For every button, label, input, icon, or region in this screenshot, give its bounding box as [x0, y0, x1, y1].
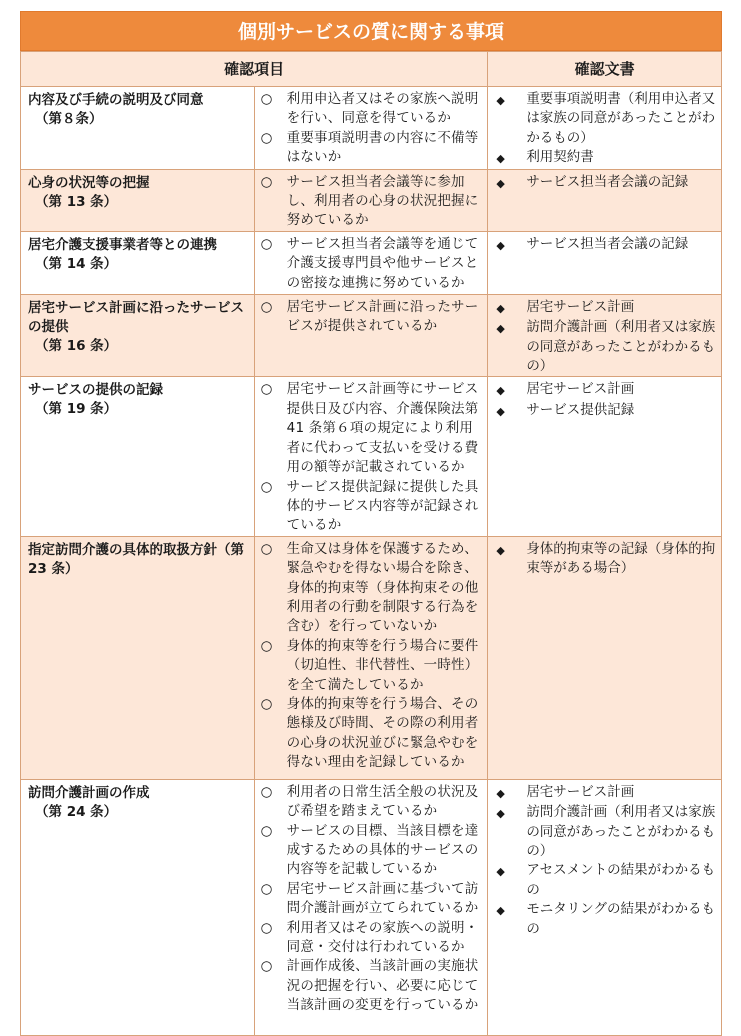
check-item — [261, 235, 484, 293]
diamond-bullet-icon: ◆ — [496, 543, 505, 557]
document-text: モニタリングの結果がわかるもの — [526, 901, 716, 937]
row-label-cell — [21, 87, 255, 170]
document-text: サービス担当者会議の記録 — [526, 235, 689, 252]
check-item-text: 利用者又はその家族への説明・同意・交付は行われているか — [286, 919, 479, 955]
circle-bullet-icon: ○ — [260, 235, 273, 252]
checklist-body — [21, 87, 722, 1036]
check-items-cell — [254, 294, 488, 377]
check-item-text: 居宅サービス計画に沿ったサービスが提供されているか — [286, 298, 479, 335]
check-item — [261, 478, 484, 536]
check-items-cell — [254, 779, 488, 1035]
document-item — [496, 540, 717, 579]
document-item — [496, 803, 717, 861]
row-label: 居宅サービス計画に沿ったサービスの提供 — [28, 299, 244, 335]
table-row — [21, 294, 722, 377]
document-item — [496, 401, 717, 421]
documents-cell — [488, 87, 722, 170]
check-items-cell — [254, 377, 488, 536]
check-item — [261, 173, 484, 231]
circle-bullet-icon: ○ — [260, 822, 273, 839]
circle-bullet-icon: ○ — [260, 381, 273, 398]
check-items-cell — [254, 87, 488, 170]
check-item — [261, 540, 484, 637]
document-text: 重要事項説明書（利用申込者又は家族の同意があったことがわかるもの） — [526, 91, 716, 146]
row-label: 居宅介護支援事業者等との連携 — [28, 236, 217, 253]
row-article: （第 19 条） — [35, 401, 118, 418]
header-items: 確認項目 — [21, 52, 488, 87]
documents-cell — [488, 231, 722, 294]
documents-cell — [488, 377, 722, 536]
check-items-cell — [254, 536, 488, 779]
document-text: 居宅サービス計画 — [526, 783, 635, 800]
table-row — [21, 377, 722, 536]
check-item-text: 身体的拘束等を行う場合、その態様及び時間、その際の利用者の心身の状況並びに緊急やむを得ない理由を記録しているか — [286, 695, 479, 771]
check-item — [261, 822, 484, 880]
diamond-bullet-icon: ◆ — [496, 786, 505, 800]
check-item-text: サービス提供記録に提供した具体的サービス内容等が記録されているか — [286, 478, 479, 534]
document-item — [496, 380, 717, 400]
diamond-bullet-icon: ◆ — [496, 152, 505, 166]
circle-bullet-icon: ○ — [260, 783, 273, 800]
check-item-text: サービスの目標、当該目標を達成するための具体的サービスの内容等を記載しているか — [286, 822, 479, 878]
row-label-cell — [21, 377, 255, 536]
row-label: 訪問介護計画の作成 — [28, 784, 150, 801]
row-label-cell — [21, 169, 255, 231]
check-item — [261, 919, 484, 958]
documents-cell — [488, 536, 722, 779]
diamond-bullet-icon: ◆ — [496, 384, 505, 398]
diamond-bullet-icon: ◆ — [496, 94, 505, 107]
diamond-bullet-icon: ◆ — [496, 176, 505, 190]
row-label-cell — [21, 231, 255, 294]
row-label: 指定訪問介護の具体的取扱方針（第 23 条） — [28, 541, 244, 577]
document-text: 訪問介護計画（利用者又は家族の同意があったことがわかるもの） — [526, 804, 716, 859]
circle-bullet-icon: ○ — [260, 637, 273, 654]
row-label: 心身の状況等の把握 — [28, 174, 150, 191]
circle-bullet-icon: ○ — [260, 919, 273, 936]
circle-bullet-icon: ○ — [260, 958, 273, 975]
row-article: （第 24 条） — [35, 803, 118, 820]
row-label: サービスの提供の記録 — [28, 382, 163, 399]
check-item-text: 身体的拘束等を行う場合に要件（切迫性、非代替性、一時性）を全て満たしているか — [286, 637, 479, 693]
document-item — [496, 90, 717, 148]
check-item — [261, 783, 484, 822]
document-text: 居宅サービス計画 — [526, 298, 635, 315]
check-item — [261, 90, 484, 129]
check-item — [261, 695, 484, 773]
table-row — [21, 779, 722, 1035]
document-text: アセスメントの結果がわかるもの — [526, 862, 716, 898]
check-item — [261, 957, 484, 1015]
check-item — [261, 298, 484, 337]
diamond-bullet-icon: ◆ — [496, 865, 505, 879]
circle-bullet-icon: ○ — [260, 91, 273, 107]
document-text: 訪問介護計画（利用者又は家族の同意があったことがわかるもの） — [526, 319, 716, 375]
check-item — [261, 129, 484, 168]
document-text: 居宅サービス計画 — [526, 381, 635, 398]
document-text: 身体的拘束等の記録（身体的拘束等がある場合） — [526, 540, 716, 577]
check-item — [261, 637, 484, 695]
header-docs: 確認文書 — [488, 52, 722, 87]
circle-bullet-icon: ○ — [260, 129, 273, 146]
diamond-bullet-icon: ◆ — [496, 904, 505, 918]
check-item-text: 居宅サービス計画等にサービス提供日及び内容、介護保険法第 41 条第６項の規定により利用者に代わって支払いを受ける費用の額等が記載されているか — [286, 381, 479, 476]
check-item-text: 計画作成後、当該計画の実施状況の把握を行い、必要に応じて当該計画の変更を行っているか — [286, 958, 479, 1014]
document-item — [496, 173, 717, 193]
circle-bullet-icon: ○ — [260, 478, 273, 495]
circle-bullet-icon: ○ — [260, 173, 273, 190]
table-row — [21, 536, 722, 779]
check-item-text: サービス担当者会議等に参加し、利用者の心身の状況把握に努めているか — [286, 173, 479, 229]
table-title: 個別サービスの質に関する事項 — [20, 11, 722, 51]
row-label: 内容及び手続の説明及び同意 — [28, 92, 204, 108]
row-label-cell — [21, 294, 255, 377]
row-article: （第 16 条） — [35, 337, 118, 354]
table-row — [21, 231, 722, 294]
check-item-text: 生命又は身体を保護するため、緊急やむを得ない場合を除き、身体的拘束等（身体拘束その他利用者の行動を制限する行為を含む）を行っていないか — [286, 540, 479, 635]
diamond-bullet-icon: ◆ — [496, 322, 505, 336]
check-items-cell — [254, 169, 488, 231]
check-item-text: 利用申込者又はその家族へ説明を行い、同意を得ているか — [286, 91, 479, 127]
document-item — [496, 318, 717, 376]
row-label-cell — [21, 779, 255, 1035]
check-items-cell — [254, 231, 488, 294]
diamond-bullet-icon: ◆ — [496, 404, 505, 418]
documents-cell — [488, 294, 722, 377]
diamond-bullet-icon: ◆ — [496, 238, 505, 252]
document-page — [20, 11, 722, 1036]
row-article: （第８条） — [35, 111, 103, 127]
documents-cell — [488, 779, 722, 1035]
document-text: 利用契約書 — [526, 149, 594, 166]
check-item-text: 利用者の日常生活全般の状況及び希望を踏まえているか — [286, 783, 479, 820]
document-item — [496, 148, 717, 168]
checklist-table — [20, 51, 722, 1036]
row-article: （第 14 条） — [35, 255, 118, 272]
check-item-text: 重要事項説明書の内容に不備等はないか — [286, 129, 479, 166]
document-item — [496, 900, 717, 939]
circle-bullet-icon: ○ — [260, 298, 273, 315]
documents-cell — [488, 169, 722, 231]
document-text: サービス担当者会議の記録 — [526, 173, 689, 190]
document-item — [496, 298, 717, 318]
diamond-bullet-icon: ◆ — [496, 807, 505, 821]
table-row — [21, 87, 722, 170]
diamond-bullet-icon: ◆ — [496, 301, 505, 315]
row-article: （第 13 条） — [35, 193, 118, 210]
circle-bullet-icon: ○ — [260, 695, 273, 712]
table-row — [21, 169, 722, 231]
document-item — [496, 235, 717, 255]
circle-bullet-icon: ○ — [260, 880, 273, 897]
row-label-cell — [21, 536, 255, 779]
check-item-text: 居宅サービス計画に基づいて訪問介護計画が立てられているか — [286, 880, 479, 917]
document-item — [496, 861, 717, 900]
document-text: サービス提供記録 — [526, 401, 635, 418]
circle-bullet-icon: ○ — [260, 540, 273, 557]
check-item — [261, 380, 484, 477]
document-item — [496, 783, 717, 803]
check-item-text: サービス担当者会議等を通じて介護支援専門員や他サービスとの密接な連携に努めているか — [286, 235, 479, 291]
check-item — [261, 880, 484, 919]
